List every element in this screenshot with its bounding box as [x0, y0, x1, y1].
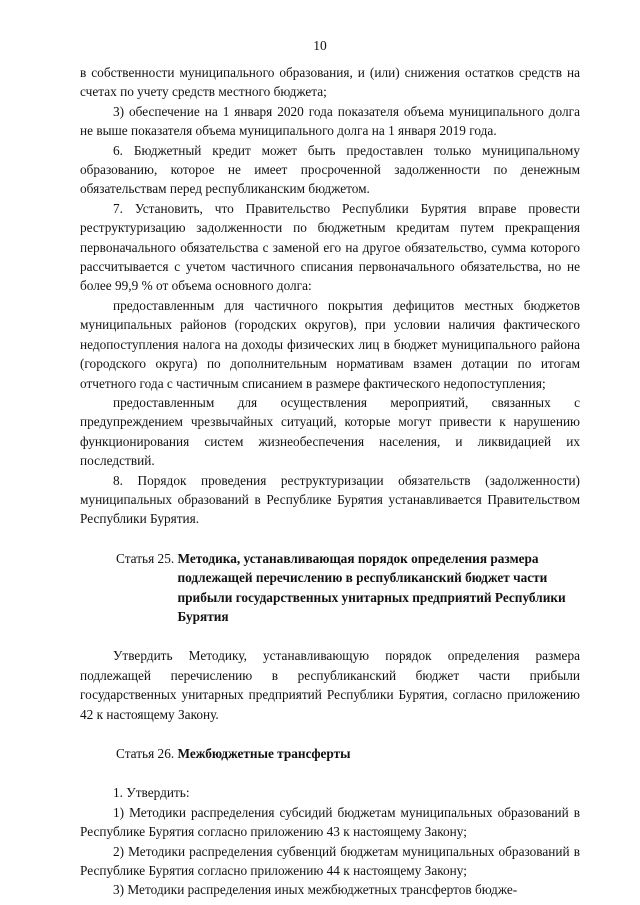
paragraph-emergencies: предоставленным для осуществления мероприятий, связанных с предупреждением чрезвычайных ситуаций, которые могут привести к нарушению функционирования систем жизнеобеспечения населения, и ликвидацией их последствий.	[80, 394, 580, 469]
article-25-text: Утвердить Методику, устанавливающую порядок определения размера подлежащей перечислению в республиканский бюджет части прибыли государственных унитарных предприятий Республики Бурятия, согласно приложению 42 к настоящему Закону.	[80, 648, 580, 722]
paragraph-continuation: в собственности муниципального образования, и (или) снижения остатков средств на счетах по учету средств местного бюджета;	[80, 65, 580, 100]
article-26-heading	[80, 744, 580, 763]
paragraph-item-3: 3) обеспечение на 1 января 2020 года показателя объема муниципального долга не выше показателя объема муниципального долга на 1 января 2019 года.	[80, 103, 580, 139]
paragraph-local-budget-deficits: предоставленным для частичного покрытия дефицитов местных бюджетов муниципальных районов (городских округов), при условии наличия фактического недопоступления налога на доходы физических лиц в бюджет муниципального района (городского округа) по дополнительным нормативам взамен дотации по итогам отчетного года с частичным списанием в размере фактического недопоступления;	[80, 297, 580, 391]
article-26-item-1: 1. Утвердить:	[113, 785, 190, 801]
article-26-subitem-1: 1) Методики распределения субсидий бюджетам муниципальных образований в Республике Бурятия согласно приложению 43 к настоящему Закону;	[80, 804, 580, 840]
page-number: 10	[313, 38, 327, 53]
article-26-subitem-2: 2) Методики распределения субвенций бюджетам муниципальных образований в Республике Бурятия согласно приложению 44 к настоящему Закону;	[80, 843, 580, 879]
paragraph-point-6: 6. Бюджетный кредит может быть предоставлен только муниципальному образованию, которое не имеет просроченной задолженности по денежным обязательствам перед республиканским бюджетом.	[80, 142, 580, 197]
article-25-heading	[80, 549, 580, 627]
paragraph-point-7: 7. Установить, что Правительство Республики Бурятия вправе провести реструктуризацию задолженности по бюджетным кредитам путем прекращения первоначального обязательства с заменой его на другое обязательство, сумма которого рассчитывается с учетом частичного списания первоначального обязательства, но не более 99,9 % от объема основного долга:	[80, 200, 580, 294]
paragraph-point-8: 8. Порядок проведения реструктуризации обязательств (задолженности) муниципальных образований в Республике Бурятия устанавливается Правительством Республики Бурятия.	[80, 472, 580, 527]
article-25-label: Статья 25.	[116, 550, 178, 566]
article-26-label: Статья 26.	[116, 746, 178, 761]
article-26-title: Межбюджетные трансферты	[177, 746, 351, 761]
article-26-subitem-3: 3) Методики распределения иных межбюджетных трансфертов бюдже-	[113, 882, 518, 898]
article-25-title: Методика, устанавливающая порядок определения размера подлежащей перечислению в республиканский бюджет части прибыли государственных унитарных предприятий Республики Бурятия	[177, 550, 566, 624]
document-body	[80, 63, 580, 900]
